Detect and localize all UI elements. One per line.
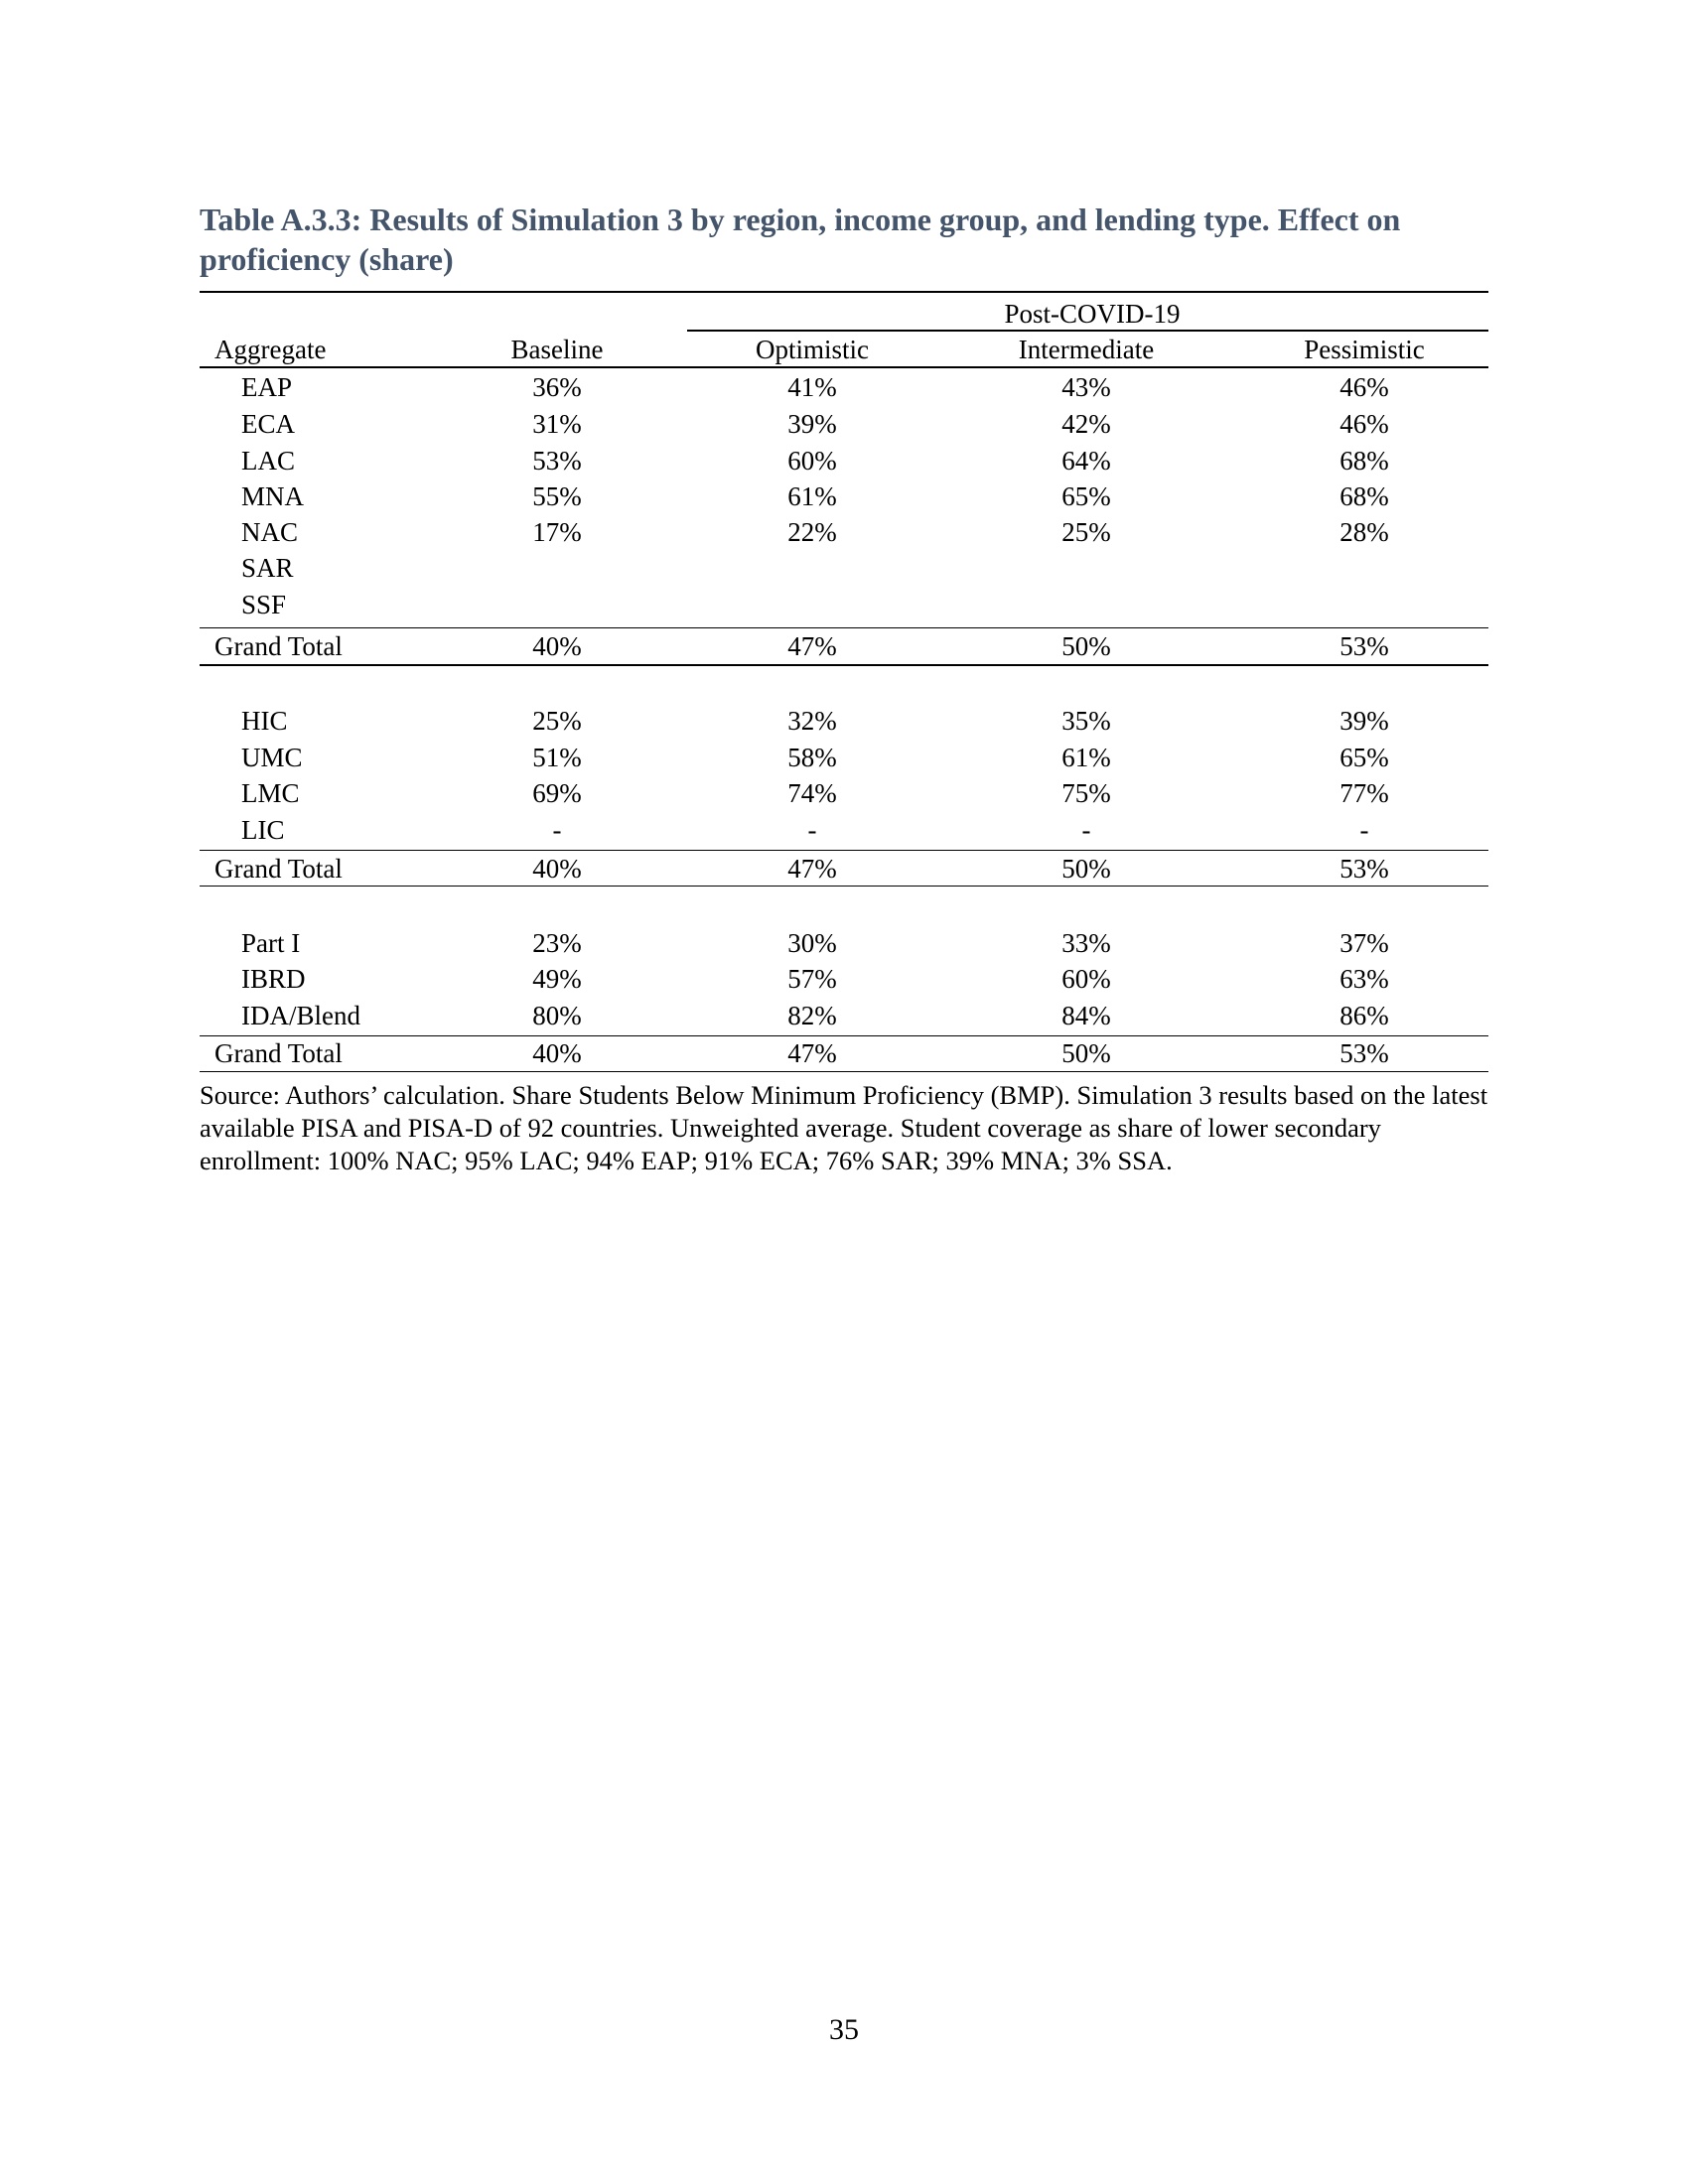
cell-value: 63% bbox=[1339, 964, 1389, 994]
cell-value: 65% bbox=[1061, 481, 1111, 511]
cell-value: 40% bbox=[532, 1038, 582, 1068]
row-label: UMC bbox=[241, 743, 303, 772]
col-header-aggregate: Aggregate bbox=[214, 335, 327, 364]
cell-value: 53% bbox=[532, 446, 582, 476]
cell-value: 32% bbox=[787, 706, 837, 736]
row-label: MNA bbox=[241, 481, 305, 511]
cell-value: 47% bbox=[787, 1038, 837, 1068]
cell-value: - bbox=[1081, 815, 1091, 845]
row-label: IBRD bbox=[241, 964, 306, 994]
cell-value: 35% bbox=[1061, 706, 1111, 736]
row-label: ECA bbox=[241, 409, 295, 439]
col-header-pessimistic: Pessimistic bbox=[1304, 335, 1425, 364]
row-label: HIC bbox=[241, 706, 288, 736]
row-label: IDA/Blend bbox=[241, 1001, 360, 1030]
row-label: SSF bbox=[241, 590, 287, 619]
row-label: LAC bbox=[241, 446, 295, 476]
cell-value: 84% bbox=[1061, 1001, 1111, 1030]
cell-value: 49% bbox=[532, 964, 582, 994]
cell-value: 28% bbox=[1339, 517, 1389, 547]
cell-value: 50% bbox=[1061, 631, 1111, 661]
cell-value: - bbox=[1359, 815, 1369, 845]
lending-total-top-rule bbox=[200, 1035, 1488, 1036]
cell-value: 39% bbox=[787, 409, 837, 439]
row-label: Grand Total bbox=[214, 631, 343, 661]
col-header-baseline: Baseline bbox=[510, 335, 604, 364]
cell-value: 53% bbox=[1339, 854, 1389, 884]
region-total-bottom-rule bbox=[200, 664, 1488, 666]
cell-value: 39% bbox=[1339, 706, 1389, 736]
cell-value: 60% bbox=[1061, 964, 1111, 994]
income-total-bottom-rule bbox=[200, 886, 1488, 887]
cell-value: 17% bbox=[532, 517, 582, 547]
header-bottom-rule bbox=[200, 366, 1488, 368]
cell-value: 51% bbox=[532, 743, 582, 772]
page-number: 35 bbox=[829, 2013, 859, 2046]
cell-value: 61% bbox=[1061, 743, 1111, 772]
cell-value: 41% bbox=[787, 372, 837, 402]
cell-value: 61% bbox=[787, 481, 837, 511]
cell-value: 64% bbox=[1061, 446, 1111, 476]
cell-value: 80% bbox=[532, 1001, 582, 1030]
col-header-intermediate: Intermediate bbox=[1018, 335, 1155, 364]
cell-value: 30% bbox=[787, 928, 837, 958]
row-label: NAC bbox=[241, 517, 299, 547]
table-bottom-rule bbox=[200, 1071, 1488, 1072]
cell-value: 40% bbox=[532, 854, 582, 884]
col-header-optimistic: Optimistic bbox=[756, 335, 869, 364]
cell-value: 53% bbox=[1339, 631, 1389, 661]
income-total-top-rule bbox=[200, 850, 1488, 851]
cell-value: 25% bbox=[1061, 517, 1111, 547]
cell-value: 65% bbox=[1339, 743, 1389, 772]
table-title: Table A.3.3: Results of Simulation 3 by region, income group, and lending type. Effect on proficiency (share) bbox=[200, 202, 1401, 277]
cell-value: 68% bbox=[1339, 446, 1389, 476]
cell-value: 74% bbox=[787, 778, 837, 808]
cell-value: 50% bbox=[1061, 854, 1111, 884]
post-covid-rule bbox=[687, 330, 1488, 332]
cell-value: 25% bbox=[532, 706, 582, 736]
row-label: SAR bbox=[241, 553, 294, 583]
cell-value: 86% bbox=[1339, 1001, 1389, 1030]
cell-value: 33% bbox=[1061, 928, 1111, 958]
cell-value: 47% bbox=[787, 631, 837, 661]
row-label: Grand Total bbox=[214, 854, 343, 884]
cell-value: 50% bbox=[1061, 1038, 1111, 1068]
row-label: EAP bbox=[241, 372, 293, 402]
source-note: Source: Authors’ calculation. Share Students Below Minimum Proficiency (BMP). Simulation 3 results based on the latest available PISA and PISA-D of 92 countries. Unweighted average. Student coverage as share of lower secondary enrollment: 100% NAC; 95% LAC; 94% EAP; 91% ECA; 76% SAR; 39% MNA; 3% SSA. bbox=[200, 1080, 1488, 1175]
cell-value: 46% bbox=[1339, 409, 1389, 439]
cell-value: 60% bbox=[787, 446, 837, 476]
cell-value: 43% bbox=[1061, 372, 1111, 402]
row-label: Grand Total bbox=[214, 1038, 343, 1068]
cell-value: 46% bbox=[1339, 372, 1389, 402]
cell-value: 77% bbox=[1339, 778, 1389, 808]
region-total-top-rule bbox=[200, 627, 1488, 628]
cell-value: 37% bbox=[1339, 928, 1389, 958]
cell-value: 47% bbox=[787, 854, 837, 884]
cell-value: 36% bbox=[532, 372, 582, 402]
cell-value: - bbox=[807, 815, 817, 845]
cell-value: 55% bbox=[532, 481, 582, 511]
cell-value: 23% bbox=[532, 928, 582, 958]
cell-value: - bbox=[552, 815, 562, 845]
cell-value: 69% bbox=[532, 778, 582, 808]
cell-value: 53% bbox=[1339, 1038, 1389, 1068]
post-covid-header: Post-COVID-19 bbox=[1004, 299, 1181, 329]
cell-value: 31% bbox=[532, 409, 582, 439]
cell-value: 82% bbox=[787, 1001, 837, 1030]
row-label: LIC bbox=[241, 815, 285, 845]
table-top-rule bbox=[200, 291, 1488, 293]
cell-value: 58% bbox=[787, 743, 837, 772]
row-label: LMC bbox=[241, 778, 300, 808]
cell-value: 40% bbox=[532, 631, 582, 661]
row-label: Part I bbox=[241, 928, 301, 958]
cell-value: 22% bbox=[787, 517, 837, 547]
cell-value: 68% bbox=[1339, 481, 1389, 511]
cell-value: 75% bbox=[1061, 778, 1111, 808]
cell-value: 57% bbox=[787, 964, 837, 994]
cell-value: 42% bbox=[1061, 409, 1111, 439]
